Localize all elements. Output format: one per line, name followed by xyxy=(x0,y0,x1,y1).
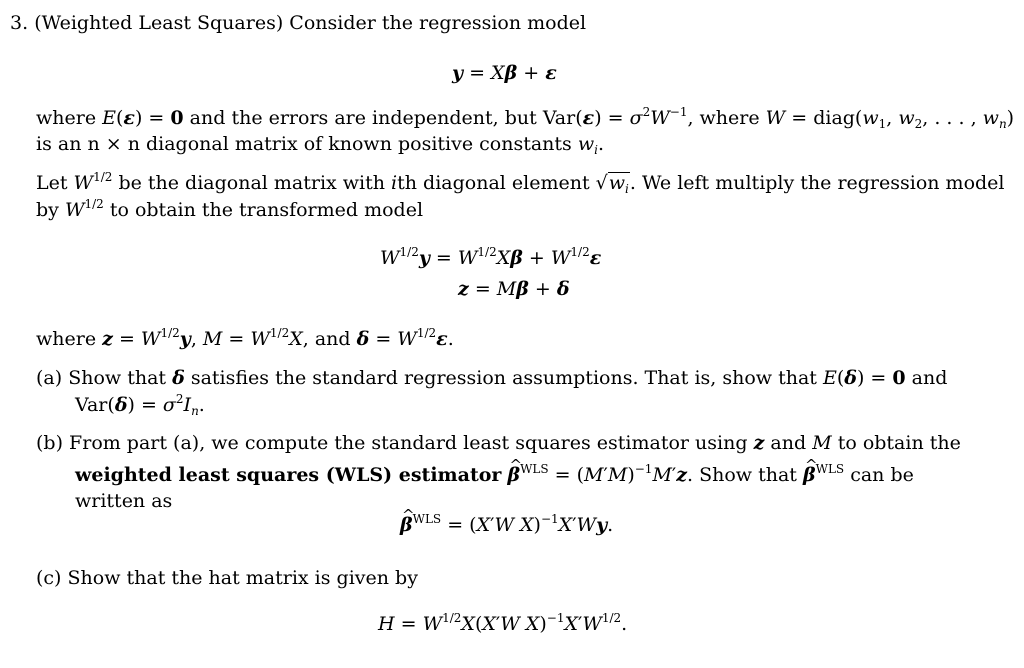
para2-text-b: be the diagonal matrix with xyxy=(118,172,385,194)
part-b-line1: (b) From part (a), we compute the standard least squares estimator using z and M to obtain the xyxy=(36,432,961,454)
part-b-text-l2c: can be xyxy=(850,464,914,486)
paragraph-errors-line1: where E(ε) = 0 and the errors are independent, but $Var(\varepsilon) = \sigma^2W^{-1}$, where $W = diag(w_1$, $w_2$, . . . , $w_n$) xyxy=(36,105,1015,131)
part-a-text-a: Show that xyxy=(68,367,167,389)
para2-text-l2a: by xyxy=(36,199,59,221)
problem-title: (Weighted Least Squares) xyxy=(34,12,284,34)
part-b-bold-term: weighted least squares (WLS) estimator xyxy=(75,464,502,486)
equation-wls-estimator: ^ $\beta^{WLS} = (X'W$ X)$^{-1}$X′Wy. xyxy=(400,512,613,538)
paragraph-errors-line2: is an n × n diagonal matrix of known positive constants $w_i$. xyxy=(36,133,604,157)
part-b-text-c: to obtain the xyxy=(837,432,961,454)
paragraph-transform-line2: by $W^{1/2}$ to obtain the transformed model xyxy=(36,197,424,221)
para2-text-c: th diagonal element xyxy=(397,172,590,194)
part-b-line3 xyxy=(75,488,172,514)
para3-text-a: where xyxy=(36,328,97,350)
part-a-line1: (a) Show that δ satisfies the standard regression assumptions. That is, show that E(δ) = 0 and xyxy=(36,367,948,389)
equation-hat-matrix: $H = W^{1/2}X(X'W$ $X)^{-1}X'W^{1/2}$. xyxy=(378,611,628,635)
part-b-text-b: and xyxy=(770,432,807,454)
part-a-text-c: and xyxy=(911,367,948,389)
part-a-text-b: satisfies the standard regression assumptions. That is, show that xyxy=(190,367,817,389)
problem-heading xyxy=(10,10,586,36)
para1-text-a: where xyxy=(36,107,97,129)
paragraph-definitions: where $z = W^{1/2}y$, $M = W^{1/2}X$, and $\delta = W^{1/2}\varepsilon$. xyxy=(36,326,454,350)
part-b-line2: weighted least squares (WLS) estimator ^ $\beta^{WLS} = (M'M)^{-1}M'z$. Show that ^ $\beta^{WLS}$ can be xyxy=(75,462,914,488)
equation-model: y = Xβ + ε xyxy=(452,62,557,84)
para3-text-b: , and xyxy=(302,328,351,350)
para2-text-l2b: to obtain the transformed model xyxy=(109,199,424,221)
part-b-text-l3: written as xyxy=(75,490,173,512)
para2-text-d: . We left multiply the regression model xyxy=(629,172,1005,194)
part-c-line1 xyxy=(36,565,418,591)
equation-transformed-1: $W^{1/2}y = W^{1/2}X\beta + W^{1/2}\varepsilon$ xyxy=(380,245,602,269)
para1-text-l2: is an n × n diagonal matrix of known positive constants xyxy=(36,133,572,155)
para2-text-a: Let xyxy=(36,172,68,194)
part-b-text-a: From part (a), we compute the standard least squares estimator using xyxy=(69,432,748,454)
part-c-label: (c) xyxy=(36,567,62,589)
problem-intro: Consider the regression model xyxy=(289,12,587,34)
problem-number: 3. xyxy=(10,12,29,34)
part-a-line2: $Var(\delta) = \sigma^2I_n$. xyxy=(75,392,205,418)
part-a-label: (a) xyxy=(36,367,63,389)
equation-transformed-2: z = Mβ + δ xyxy=(458,278,570,300)
part-b-label: (b) xyxy=(36,432,63,454)
part-c-text: Show that the hat matrix is given by xyxy=(67,567,418,589)
paragraph-transform-line1: Let $W^{1/2}$ be the diagonal matrix with ith diagonal element $√w_i$. We left multiply the regression model xyxy=(36,170,1005,196)
part-b-text-l2b: . Show that xyxy=(687,464,797,486)
